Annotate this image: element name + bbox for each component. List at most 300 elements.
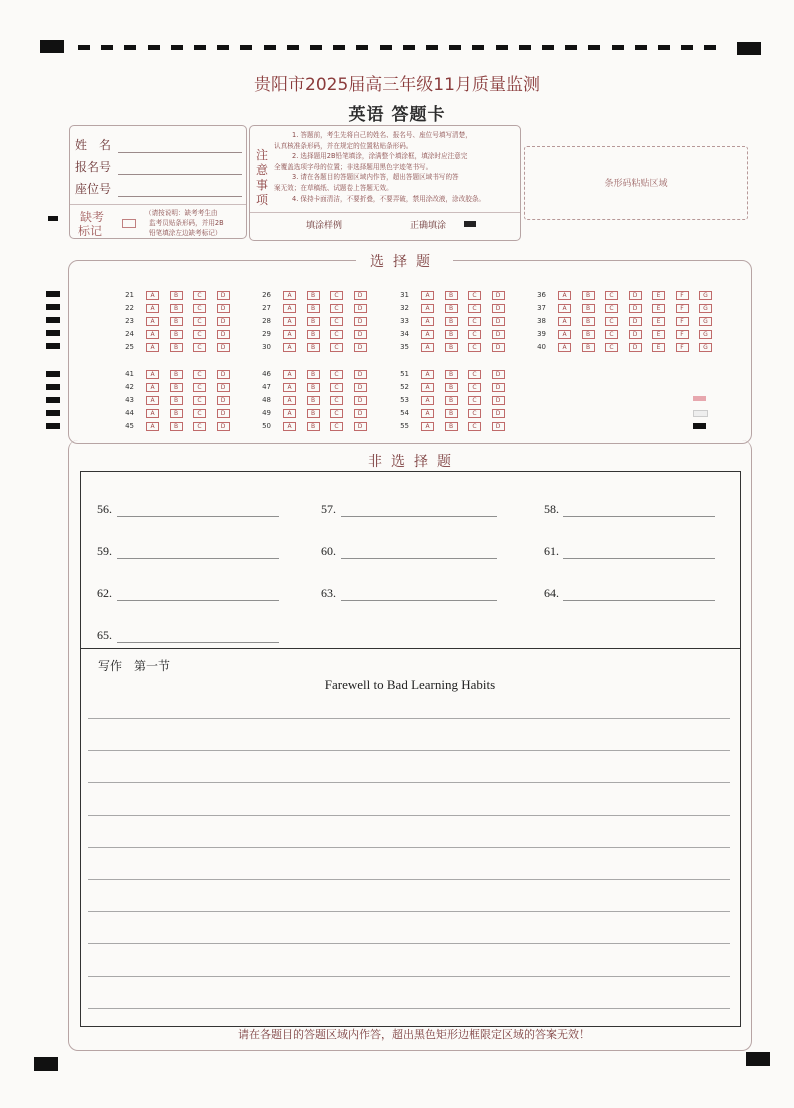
option-bubble-c[interactable]: C — [468, 317, 481, 326]
question-number: 51 — [400, 370, 409, 378]
question-number: 54 — [400, 409, 409, 417]
option-bubble-a[interactable]: A — [421, 396, 434, 405]
question-number: 34 — [400, 330, 409, 338]
question-number: 32 — [400, 304, 409, 312]
option-bubble-a[interactable]: A — [283, 370, 296, 379]
option-bubble-c[interactable]: C — [468, 304, 481, 313]
timing-dash — [472, 45, 484, 50]
question-number: 22 — [125, 304, 134, 312]
option-bubble-b[interactable]: B — [307, 409, 320, 418]
option-bubble-c[interactable]: C — [330, 396, 343, 405]
option-bubble-a[interactable]: A — [146, 422, 159, 431]
timing-dash — [635, 45, 647, 50]
option-bubble-b[interactable]: B — [445, 383, 458, 392]
option-bubble-b[interactable]: B — [445, 291, 458, 300]
absent-label-2: 标记 — [78, 224, 103, 238]
option-bubble-g[interactable]: G — [699, 304, 712, 313]
option-bubble-c[interactable]: C — [193, 409, 206, 418]
timing-dash — [403, 45, 415, 50]
option-bubble-b[interactable]: B — [582, 291, 595, 300]
option-bubble-c[interactable]: C — [193, 330, 206, 339]
question-number: 23 — [125, 317, 134, 325]
question-number: 35 — [400, 343, 409, 351]
timing-mark-left — [46, 423, 60, 429]
timing-dash — [356, 45, 368, 50]
question-number: 52 — [400, 383, 409, 391]
absent-note-2: 监考员贴条形码，并用2B — [149, 219, 224, 227]
timing-mark-left — [46, 371, 60, 377]
option-bubble-b[interactable]: B — [307, 304, 320, 313]
option-bubble-b[interactable]: B — [445, 409, 458, 418]
timing-dash — [78, 45, 90, 50]
timing-dash — [542, 45, 554, 50]
option-bubble-a[interactable]: A — [146, 304, 159, 313]
barcode-area-label: 条形码粘贴区域 — [604, 179, 668, 189]
notice-line: 4. 保持卡面清洁，不要折叠，不要弄破，禁用涂改液，涂改胶条。 — [292, 194, 486, 203]
notice-box — [249, 125, 521, 241]
option-bubble-d[interactable]: D — [354, 370, 367, 379]
question-number: 50 — [262, 422, 271, 430]
timing-mark-left — [46, 317, 60, 323]
option-bubble-a[interactable]: A — [146, 396, 159, 405]
option-bubble-b[interactable]: B — [307, 396, 320, 405]
absent-note-3: 铅笔填涂左边缺考标记） — [149, 229, 222, 237]
option-bubble-b[interactable]: B — [170, 330, 183, 339]
writing-line[interactable] — [88, 815, 730, 816]
timing-mark-info — [48, 216, 58, 221]
option-bubble-d[interactable]: D — [629, 291, 642, 300]
option-bubble-d[interactable]: D — [354, 317, 367, 326]
timing-dash — [171, 45, 183, 50]
option-bubble-a[interactable]: A — [421, 409, 434, 418]
sample-divider — [250, 212, 520, 213]
timing-mark-left — [46, 291, 60, 297]
question-number: 33 — [400, 317, 409, 325]
option-bubble-d[interactable]: D — [492, 304, 505, 313]
timing-dash — [565, 45, 577, 50]
question-number: 46 — [262, 370, 271, 378]
option-bubble-d[interactable]: D — [492, 343, 505, 352]
option-bubble-c[interactable]: C — [193, 422, 206, 431]
option-bubble-c[interactable]: C — [468, 383, 481, 392]
q63-answer-line[interactable] — [341, 600, 497, 601]
question-number: 45 — [125, 422, 134, 430]
option-bubble-b[interactable]: B — [170, 396, 183, 405]
writing-line[interactable] — [88, 879, 730, 880]
sample-mark-pink — [693, 396, 706, 401]
timing-mark-top-left — [40, 40, 64, 53]
option-bubble-a[interactable]: A — [146, 343, 159, 352]
option-bubble-d[interactable]: D — [217, 291, 230, 300]
option-bubble-a[interactable]: A — [558, 317, 571, 326]
writing-label: 写作 第一节 — [98, 659, 171, 673]
option-bubble-b[interactable]: B — [445, 317, 458, 326]
option-bubble-g[interactable]: G — [699, 330, 712, 339]
option-bubble-c[interactable]: C — [193, 396, 206, 405]
option-bubble-b[interactable]: B — [170, 304, 183, 313]
option-bubble-a[interactable]: A — [146, 291, 159, 300]
q58-answer-line[interactable] — [563, 516, 715, 517]
name-field[interactable] — [118, 152, 242, 153]
option-bubble-e[interactable]: E — [652, 291, 665, 300]
option-bubble-c[interactable]: C — [468, 422, 481, 431]
option-bubble-b[interactable]: B — [445, 370, 458, 379]
option-bubble-b[interactable]: B — [582, 330, 595, 339]
option-bubble-f[interactable]: F — [676, 330, 689, 339]
option-bubble-d[interactable]: D — [217, 396, 230, 405]
q62-answer-line[interactable] — [117, 600, 279, 601]
writing-line[interactable] — [88, 943, 730, 944]
option-bubble-a[interactable]: A — [421, 370, 434, 379]
option-bubble-a[interactable]: A — [283, 396, 296, 405]
notice-char-4: 项 — [256, 193, 269, 207]
barcode-area — [524, 146, 748, 220]
option-bubble-c[interactable]: C — [605, 343, 618, 352]
option-bubble-d[interactable]: D — [354, 422, 367, 431]
notice-char-1: 注 — [256, 148, 269, 162]
option-bubble-f[interactable]: F — [676, 317, 689, 326]
writing-line[interactable] — [88, 750, 730, 751]
q56-answer-line[interactable] — [117, 516, 279, 517]
question-number: 37 — [537, 304, 546, 312]
q65-answer-line[interactable] — [117, 642, 279, 643]
option-bubble-d[interactable]: D — [354, 291, 367, 300]
option-bubble-b[interactable]: B — [170, 383, 183, 392]
option-bubble-c[interactable]: C — [605, 291, 618, 300]
option-bubble-b[interactable]: B — [170, 409, 183, 418]
option-bubble-c[interactable]: C — [193, 317, 206, 326]
option-bubble-a[interactable]: A — [146, 330, 159, 339]
timing-mark-left — [46, 304, 60, 310]
seat-number-label: 座位号 — [75, 182, 112, 196]
question-number: 27 — [262, 304, 271, 312]
option-bubble-b[interactable]: B — [582, 304, 595, 313]
q57-answer-line[interactable] — [341, 516, 497, 517]
option-bubble-a[interactable]: A — [146, 409, 159, 418]
absent-divider — [70, 204, 246, 205]
option-bubble-d[interactable]: D — [492, 330, 505, 339]
option-bubble-b[interactable]: B — [445, 304, 458, 313]
option-bubble-c[interactable]: C — [605, 317, 618, 326]
option-bubble-a[interactable]: A — [283, 383, 296, 392]
option-bubble-d[interactable]: D — [217, 409, 230, 418]
option-bubble-c[interactable]: C — [468, 330, 481, 339]
option-bubble-a[interactable]: A — [283, 409, 296, 418]
option-bubble-e[interactable]: E — [652, 343, 665, 352]
question-number: 41 — [125, 370, 134, 378]
option-bubble-a[interactable]: A — [283, 291, 296, 300]
option-bubble-d[interactable]: D — [354, 396, 367, 405]
q58-number: 58. — [544, 502, 559, 516]
writing-line[interactable] — [88, 1008, 730, 1009]
option-bubble-c[interactable]: C — [330, 383, 343, 392]
option-bubble-a[interactable]: A — [146, 370, 159, 379]
option-bubble-a[interactable]: A — [283, 330, 296, 339]
option-bubble-e[interactable]: E — [652, 330, 665, 339]
option-bubble-d[interactable]: D — [629, 317, 642, 326]
option-bubble-d[interactable]: D — [629, 304, 642, 313]
timing-mark-bottom-left — [34, 1057, 58, 1071]
option-bubble-b[interactable]: B — [445, 396, 458, 405]
q62-number: 62. — [97, 586, 112, 600]
option-bubble-c[interactable]: C — [193, 343, 206, 352]
notice-char-3: 事 — [256, 178, 269, 192]
timing-mark-left — [46, 330, 60, 336]
question-number: 49 — [262, 409, 271, 417]
notice-line: 案无效；在草稿纸、试题卷上答题无效。 — [274, 183, 393, 192]
sample-mark-light — [693, 410, 708, 417]
timing-dash — [426, 45, 438, 50]
q64-number: 64. — [544, 586, 559, 600]
option-bubble-d[interactable]: D — [492, 383, 505, 392]
timing-mark-left — [46, 410, 60, 416]
option-bubble-b[interactable]: B — [307, 317, 320, 326]
option-bubble-g[interactable]: G — [699, 291, 712, 300]
question-number: 38 — [537, 317, 546, 325]
option-bubble-e[interactable]: E — [652, 317, 665, 326]
notice-line: 3. 请在各题目的答题区域内作答，超出答题区域书写的答 — [292, 173, 459, 182]
sample-label: 填涂样例 — [306, 221, 343, 231]
q61-number: 61. — [544, 544, 559, 558]
question-number: 44 — [125, 409, 134, 417]
writing-line[interactable] — [88, 911, 730, 912]
option-bubble-c[interactable]: C — [330, 304, 343, 313]
option-bubble-c[interactable]: C — [468, 343, 481, 352]
name-label: 姓 名 — [75, 138, 112, 152]
timing-dash — [658, 45, 670, 50]
option-bubble-a[interactable]: A — [421, 422, 434, 431]
option-bubble-d[interactable]: D — [217, 304, 230, 313]
option-bubble-d[interactable]: D — [217, 383, 230, 392]
notice-side-label — [256, 148, 270, 208]
option-bubble-a[interactable]: A — [283, 317, 296, 326]
option-bubble-c[interactable]: C — [330, 317, 343, 326]
option-bubble-b[interactable]: B — [445, 330, 458, 339]
option-bubble-b[interactable]: B — [170, 343, 183, 352]
option-bubble-b[interactable]: B — [307, 370, 320, 379]
absent-label-1: 缺考 — [80, 210, 105, 224]
option-bubble-b[interactable]: B — [307, 343, 320, 352]
timing-dash — [148, 45, 160, 50]
option-bubble-b[interactable]: B — [307, 291, 320, 300]
question-number: 30 — [262, 343, 271, 351]
option-bubble-b[interactable]: B — [445, 422, 458, 431]
timing-dash — [124, 45, 136, 50]
option-bubble-b[interactable]: B — [582, 343, 595, 352]
option-bubble-d[interactable]: D — [492, 291, 505, 300]
option-bubble-c[interactable]: C — [330, 422, 343, 431]
option-bubble-c[interactable]: C — [193, 383, 206, 392]
timing-dash — [588, 45, 600, 50]
option-bubble-c[interactable]: C — [330, 343, 343, 352]
timing-mark-bottom-right — [746, 1052, 770, 1066]
writing-line[interactable] — [88, 718, 730, 719]
question-number: 48 — [262, 396, 271, 404]
question-number: 24 — [125, 330, 134, 338]
option-bubble-b[interactable]: B — [170, 291, 183, 300]
absent-checkbox[interactable] — [122, 219, 136, 228]
timing-dash — [704, 45, 716, 50]
student-info-box — [69, 125, 247, 239]
option-bubble-c[interactable]: C — [468, 291, 481, 300]
timing-dash — [101, 45, 113, 50]
question-number: 28 — [262, 317, 271, 325]
exam-number-label: 报名号 — [75, 160, 112, 174]
timing-dash — [287, 45, 299, 50]
option-bubble-b[interactable]: B — [445, 343, 458, 352]
notice-text — [274, 130, 518, 204]
option-bubble-d[interactable]: D — [629, 343, 642, 352]
question-number: 53 — [400, 396, 409, 404]
writing-line[interactable] — [88, 847, 730, 848]
option-bubble-b[interactable]: B — [307, 422, 320, 431]
q60-answer-line[interactable] — [341, 558, 497, 559]
question-number: 36 — [537, 291, 546, 299]
option-bubble-b[interactable]: B — [307, 383, 320, 392]
option-bubble-d[interactable]: D — [217, 317, 230, 326]
correct-fill-label: 正确填涂 — [410, 221, 447, 231]
question-number: 40 — [537, 343, 546, 351]
option-bubble-d[interactable]: D — [492, 370, 505, 379]
option-bubble-f[interactable]: F — [676, 304, 689, 313]
option-bubble-a[interactable]: A — [421, 304, 434, 313]
option-bubble-a[interactable]: A — [283, 422, 296, 431]
option-bubble-d[interactable]: D — [217, 370, 230, 379]
option-bubble-c[interactable]: C — [330, 330, 343, 339]
option-bubble-a[interactable]: A — [558, 343, 571, 352]
option-bubble-a[interactable]: A — [558, 291, 571, 300]
option-bubble-a[interactable]: A — [146, 317, 159, 326]
question-number: 31 — [400, 291, 409, 299]
seat-number-field[interactable] — [118, 196, 242, 197]
notice-line: 全覆盖选项字母的位置；非选择题用黑色字迹笔书写。 — [274, 162, 433, 171]
fill-writing-divider — [80, 648, 740, 649]
question-number: 43 — [125, 396, 134, 404]
writing-line[interactable] — [88, 976, 730, 977]
writing-line[interactable] — [88, 782, 730, 783]
question-number: 29 — [262, 330, 271, 338]
q57-number: 57. — [321, 502, 336, 516]
option-bubble-a[interactable]: A — [146, 383, 159, 392]
option-bubble-d[interactable]: D — [354, 343, 367, 352]
option-bubble-a[interactable]: A — [558, 304, 571, 313]
q60-number: 60. — [321, 544, 336, 558]
option-bubble-c[interactable]: C — [193, 304, 206, 313]
option-bubble-f[interactable]: F — [676, 343, 689, 352]
q64-answer-line[interactable] — [563, 600, 715, 601]
question-number: 21 — [125, 291, 134, 299]
q59-number: 59. — [97, 544, 112, 558]
option-bubble-d[interactable]: D — [217, 343, 230, 352]
option-bubble-c[interactable]: C — [193, 291, 206, 300]
notice-line: 2. 选择题用2B铅笔填涂，涂满整个填涂框，填涂时应注意完 — [292, 152, 468, 161]
option-bubble-a[interactable]: A — [421, 330, 434, 339]
timing-mark-left — [46, 343, 60, 349]
absent-note-1: （请按说明：缺考考生由 — [145, 209, 218, 217]
option-bubble-d[interactable]: D — [217, 422, 230, 431]
option-bubble-a[interactable]: A — [421, 343, 434, 352]
card-subtitle: 英语 答题卡 — [348, 105, 446, 125]
option-bubble-c[interactable]: C — [605, 304, 618, 313]
q61-answer-line[interactable] — [563, 558, 715, 559]
question-number: 55 — [400, 422, 409, 430]
choice-section-heading: 选择题 — [356, 251, 453, 271]
option-bubble-c[interactable]: C — [605, 330, 618, 339]
option-bubble-c[interactable]: C — [468, 370, 481, 379]
exam-number-field[interactable] — [118, 174, 242, 175]
option-bubble-g[interactable]: G — [699, 317, 712, 326]
option-bubble-d[interactable]: D — [354, 330, 367, 339]
option-bubble-b[interactable]: B — [170, 370, 183, 379]
timing-dash — [519, 45, 531, 50]
option-bubble-b[interactable]: B — [307, 330, 320, 339]
notice-line: 1. 答题前，考生先将自己的姓名、报名号、座位号填写清楚， — [292, 131, 472, 139]
q59-answer-line[interactable] — [117, 558, 279, 559]
option-bubble-c[interactable]: C — [193, 370, 206, 379]
timing-mark-left — [46, 397, 60, 403]
option-bubble-d[interactable]: D — [629, 330, 642, 339]
option-bubble-f[interactable]: F — [676, 291, 689, 300]
q65-number: 65. — [97, 628, 112, 642]
option-bubble-d[interactable]: D — [354, 409, 367, 418]
option-bubble-c[interactable]: C — [330, 370, 343, 379]
option-bubble-b[interactable]: B — [170, 317, 183, 326]
option-bubble-c[interactable]: C — [468, 409, 481, 418]
timing-dash — [681, 45, 693, 50]
option-bubble-d[interactable]: D — [492, 422, 505, 431]
option-bubble-d[interactable]: D — [354, 304, 367, 313]
question-number: 25 — [125, 343, 134, 351]
timing-dash — [333, 45, 345, 50]
option-bubble-a[interactable]: A — [283, 304, 296, 313]
option-bubble-a[interactable]: A — [421, 383, 434, 392]
question-number: 39 — [537, 330, 546, 338]
q63-number: 63. — [321, 586, 336, 600]
option-bubble-b[interactable]: B — [582, 317, 595, 326]
option-bubble-e[interactable]: E — [652, 304, 665, 313]
notice-char-2: 意 — [256, 163, 269, 177]
option-bubble-d[interactable]: D — [492, 396, 505, 405]
timing-dash — [496, 45, 508, 50]
q56-number: 56. — [97, 502, 112, 516]
non-choice-heading: 非选择题 — [354, 451, 474, 471]
option-bubble-c[interactable]: C — [330, 409, 343, 418]
option-bubble-d[interactable]: D — [492, 409, 505, 418]
timing-dash — [264, 45, 276, 50]
option-bubble-a[interactable]: A — [421, 317, 434, 326]
option-bubble-c[interactable]: C — [468, 396, 481, 405]
question-number: 42 — [125, 383, 134, 391]
option-bubble-d[interactable]: D — [217, 330, 230, 339]
option-bubble-c[interactable]: C — [330, 291, 343, 300]
exam-title: 贵阳市2025届高三年级11月质量监测 — [254, 75, 540, 95]
timing-dash — [240, 45, 252, 50]
footer-warning: 请在各题目的答题区域内作答，超出黑色矩形边框限定区域的答案无效！ — [238, 1028, 590, 1041]
notice-line: 认真核准条形码，并在规定的位置粘贴条形码。 — [274, 141, 413, 150]
option-bubble-b[interactable]: B — [170, 422, 183, 431]
timing-dash — [217, 45, 229, 50]
question-number: 47 — [262, 383, 271, 391]
option-bubble-a[interactable]: A — [283, 343, 296, 352]
timing-dash — [310, 45, 322, 50]
option-bubble-a[interactable]: A — [421, 291, 434, 300]
timing-dash — [612, 45, 624, 50]
option-bubble-d[interactable]: D — [492, 317, 505, 326]
option-bubble-a[interactable]: A — [558, 330, 571, 339]
sample-mark-black — [693, 423, 706, 429]
option-bubble-g[interactable]: G — [699, 343, 712, 352]
option-bubble-d[interactable]: D — [354, 383, 367, 392]
